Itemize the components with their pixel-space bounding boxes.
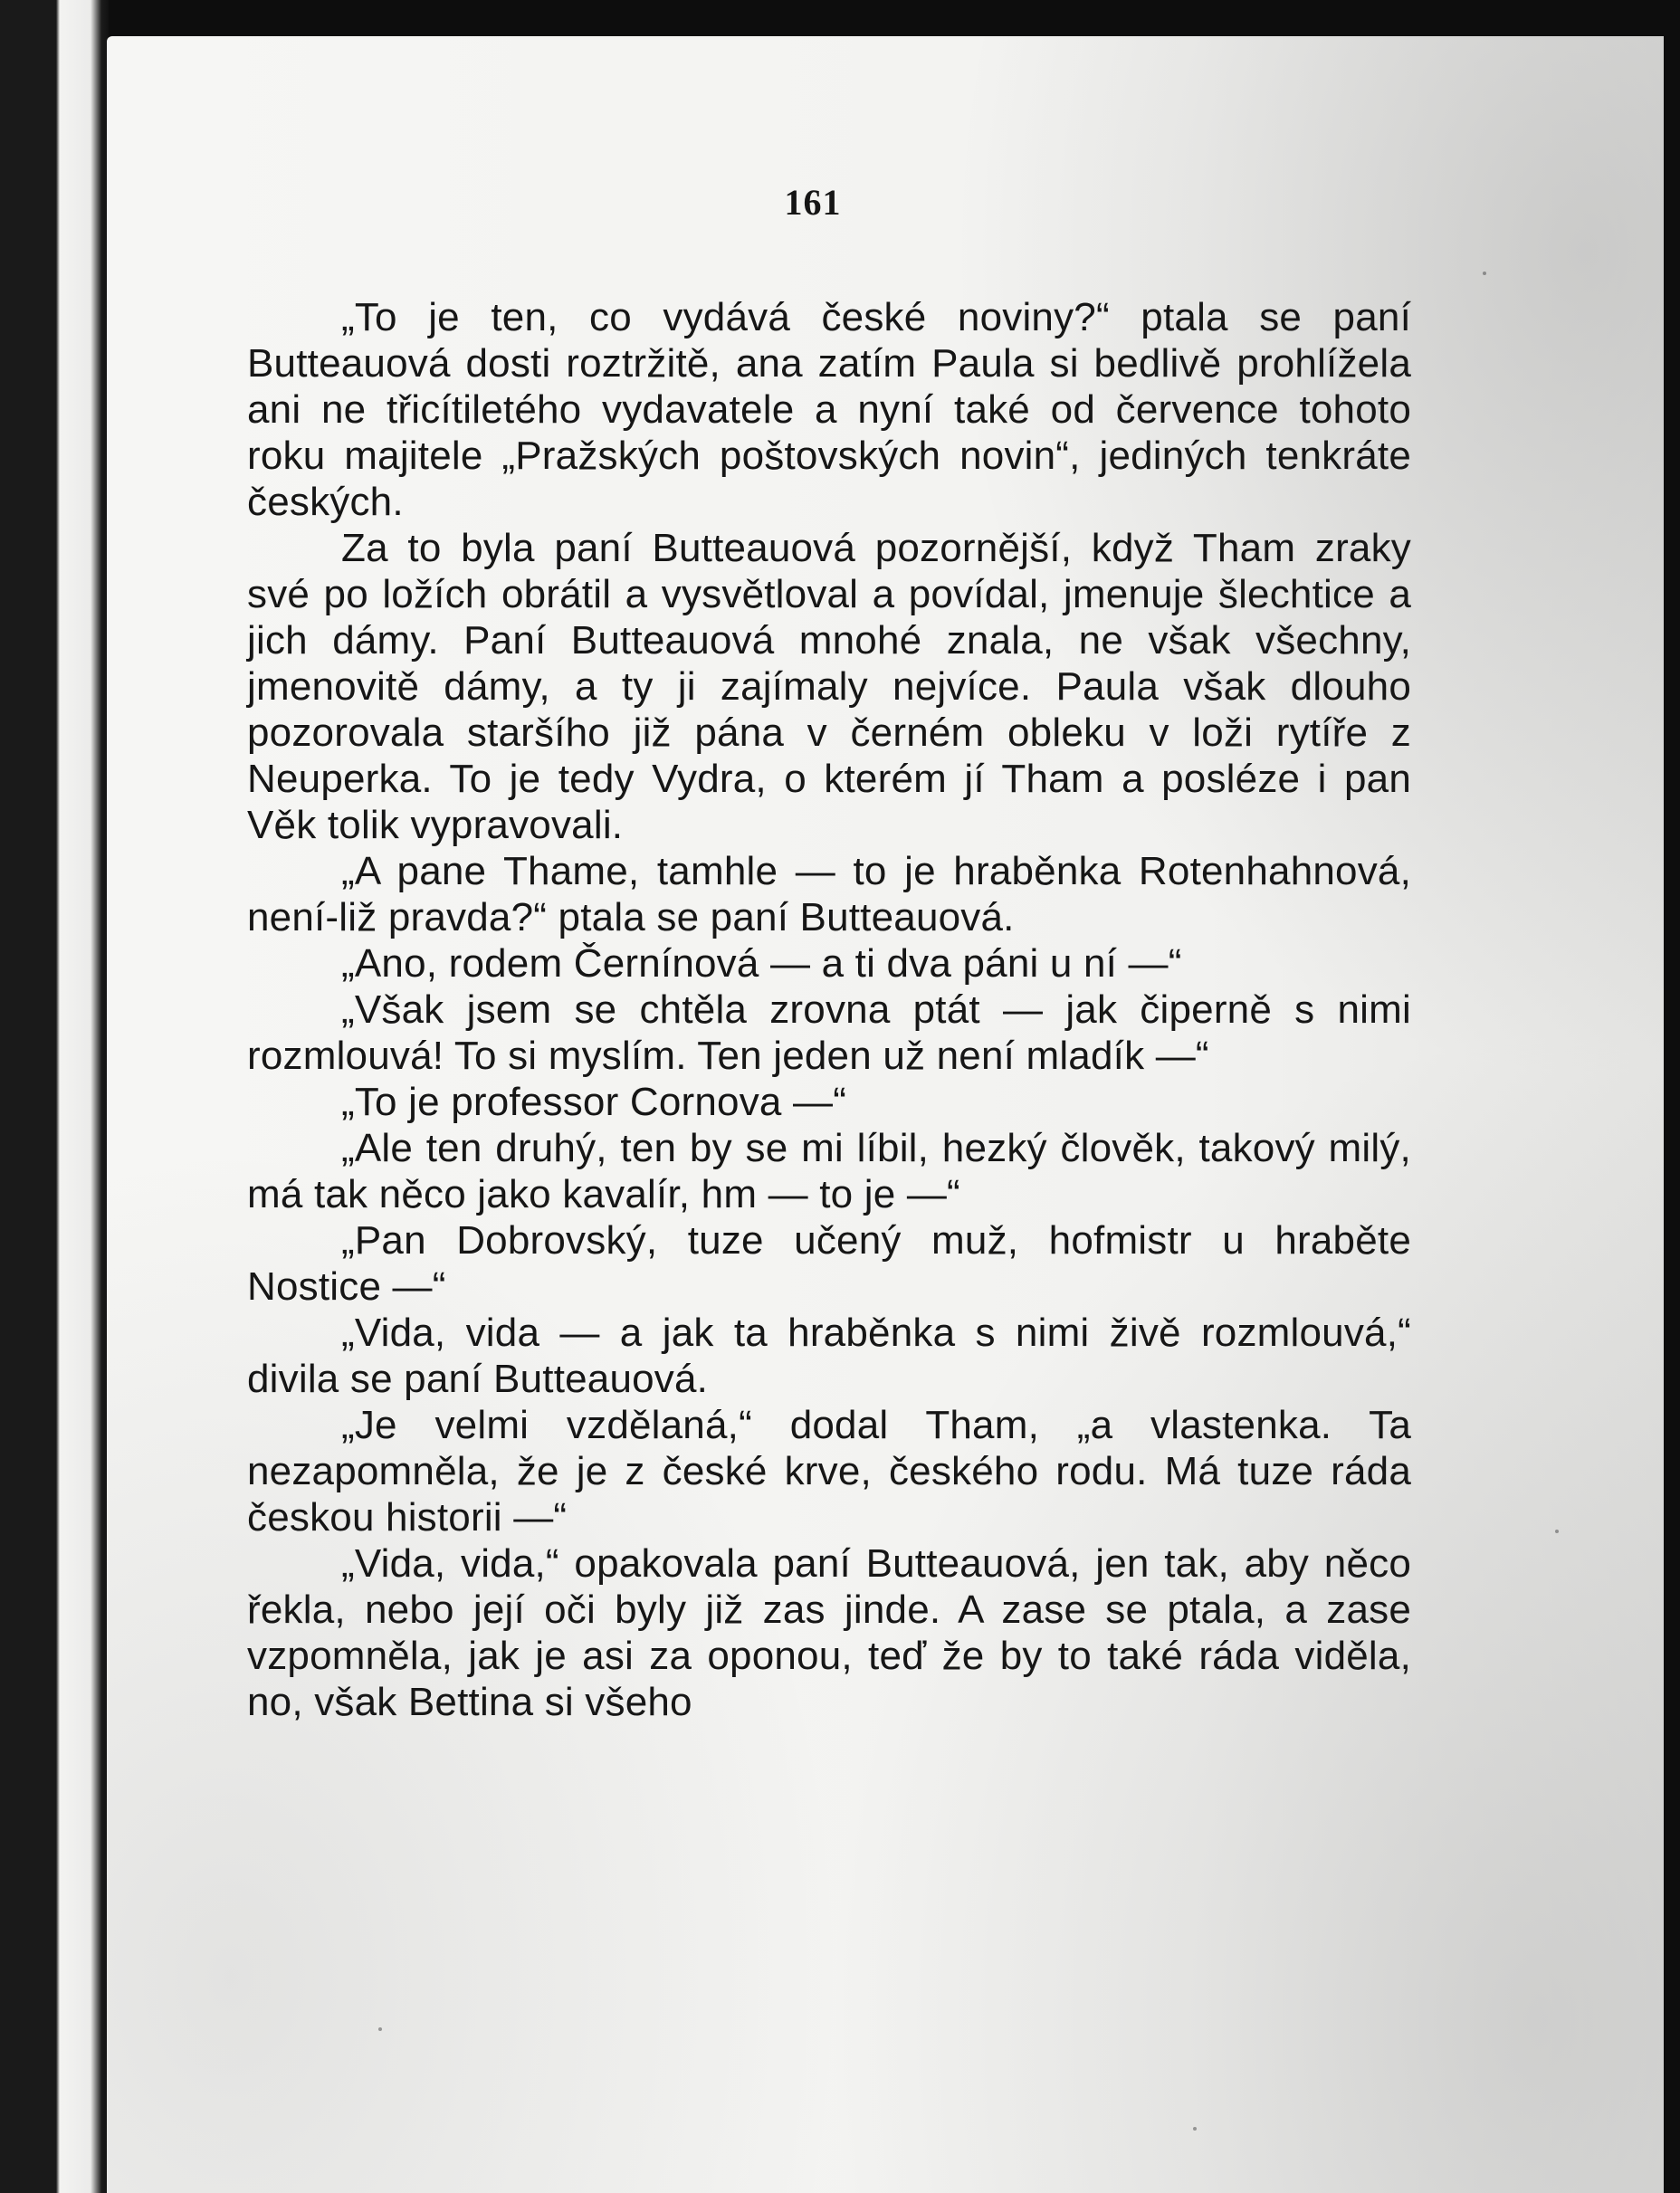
- scan-speck: [1483, 272, 1486, 275]
- scan-speck: [1555, 1530, 1559, 1533]
- paragraph: „A pane Thame, tamhle — to je hraběnka Rotenhahnová, není-liž pravda?“ ptala se paní Butteauová.: [247, 849, 1411, 939]
- book-page: [107, 36, 1664, 2193]
- book-binding-edge: [0, 0, 109, 2193]
- scan-speck: [378, 2027, 382, 2031]
- paragraph: „Pan Dobrovský, tuze učený muž, hofmistr u hraběte Nostice —“: [247, 1218, 1411, 1309]
- paragraph: „Vida, vida — a jak ta hraběnka s nimi živě rozmlouvá,“ divila se paní Butteauová.: [247, 1311, 1411, 1401]
- paragraph: „Ale ten druhý, ten by se mi líbil, hezký člověk, takový milý, má tak něco jako kavalír, hm — to je —“: [247, 1126, 1411, 1216]
- paragraph: „Je velmi vzdělaná,“ dodal Tham, „a vlastenka. Ta nezapomněla, že je z české krve, českého rodu. Má tuze ráda českou historii —“: [247, 1403, 1411, 1540]
- paragraph: „Však jsem se chtěla zrovna ptát — jak čiperně s nimi rozmlouvá! To si myslím. Ten jeden už není mladík —“: [247, 987, 1411, 1078]
- paragraph: „To je professor Cornova —“: [341, 1080, 847, 1124]
- paragraph: „Vida, vida,“ opakovala paní Butteauová, jen tak, aby něco řekla, nebo její oči byly již zas jinde. A zase se ptala, a zase vzpomněla, jak je asi za oponou, teď že by to také ráda viděla, no, však Bettina si všeho: [247, 1541, 1411, 1724]
- scan-speck: [1193, 2127, 1197, 2131]
- paragraph: „Ano, rodem Černínová — a ti dva páni u ní —“: [341, 941, 1182, 986]
- page-text: [247, 294, 1411, 1725]
- paragraph: Za to byla paní Butteauová pozornější, když Tham zraky své po ložích obrátil a vysvětloval a povídal, jmenuje šlechtice a jich dámy. Paní Butteauová mnohé znala, ne však všechny, jmenovitě dámy, a ty ji zajímaly nejvíce. Paula však dlouho pozorovala staršího již pána v černém obleku v loži rytíře z Neuperka. To je tedy Vydra, o kterém jí Tham a posléze i pan Věk tolik vypravovali.: [247, 526, 1411, 847]
- paragraph: „To je ten, co vydává české noviny?“ ptala se paní Butteauová dosti roztržitě, ana zatím Paula si bedlivě prohlížela ani ne třicítiletého vydavatele a nyní také od července tohoto roku majitele „Pražských poštovských novin“, jediných tenkráte českých.: [247, 295, 1411, 524]
- page-number: 161: [784, 182, 842, 223]
